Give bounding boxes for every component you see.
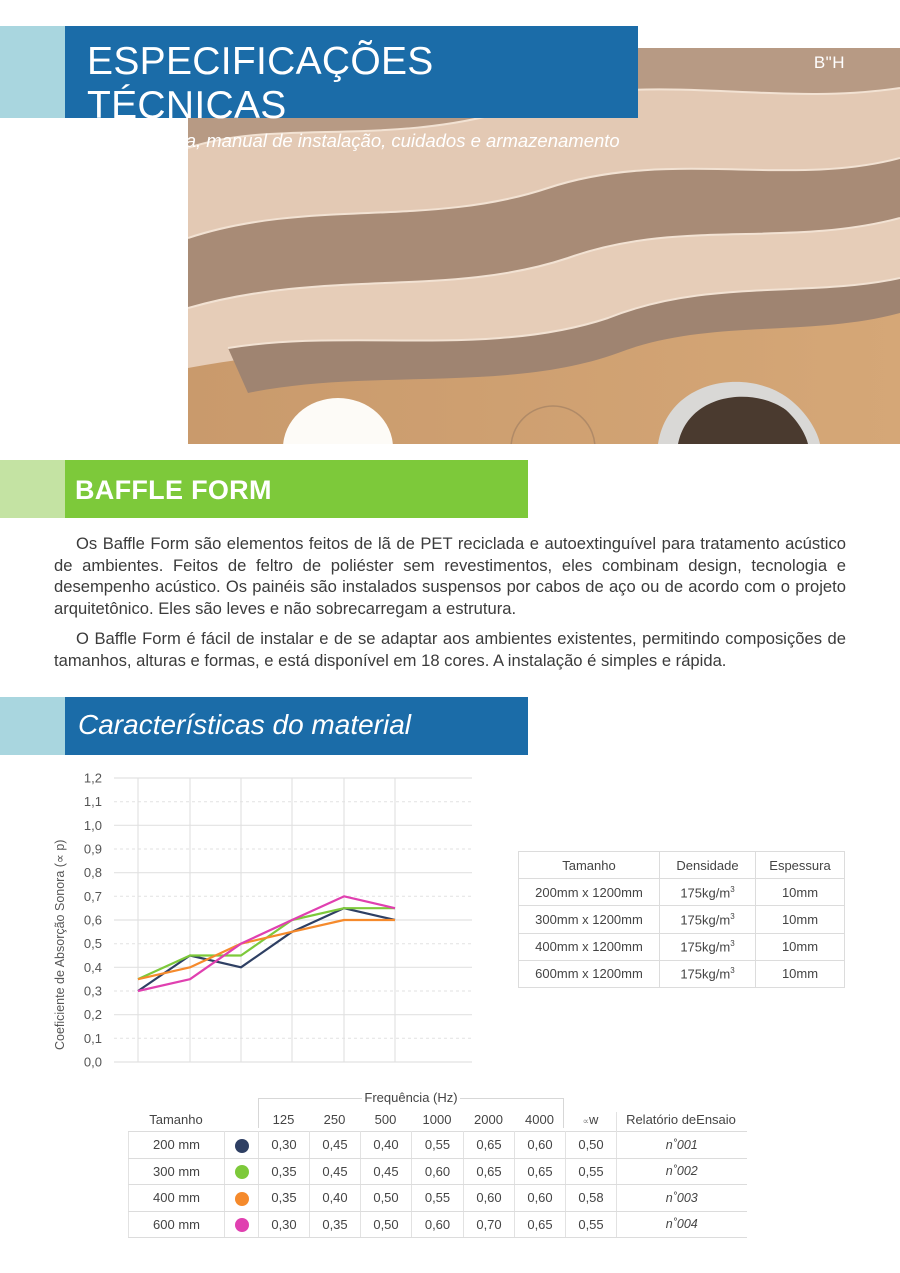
row-size: 400 mm (129, 1185, 225, 1212)
spec-table (518, 851, 845, 988)
absorption-data-table (128, 1131, 747, 1238)
absorption-value: 0,35 (259, 1158, 310, 1185)
y-tick-label: 0,7 (83, 888, 102, 904)
description-paragraph: Os Baffle Form são elementos feitos de lã de PET reciclada e autoextinguível para tratamento acústico de ambientes. Feitos de feltro de poliéster sem revestimentos, eles combinam design, tecnologia e desempenho acústico. Os painéis são instalados suspensos por cabos de aço ou de acordo com o projeto arquitetônico. Eles são leves e não sobrecarregam a estrutura. (54, 534, 846, 618)
row-color-key (225, 1158, 259, 1185)
alpha-w-header: ∝w (582, 1112, 599, 1127)
freq-125-header: 125 (272, 1112, 295, 1127)
y-tick-label: 0,6 (83, 912, 102, 928)
spec-header-density: Densidade (660, 852, 756, 879)
spec-density: $175kg/m^3$ (660, 960, 756, 987)
y-tick-label: 0,1 (83, 1030, 102, 1046)
spec-table-row (519, 960, 845, 987)
absorption-value: 0,65 (464, 1132, 515, 1159)
absorption-line-chart (40, 760, 480, 1080)
row-size: 200 mm (129, 1132, 225, 1159)
spec-header-thickness: Espessura (756, 852, 845, 879)
report-number: n˚003 (617, 1185, 747, 1212)
row-size: 600 mm (129, 1211, 225, 1238)
product-description (54, 533, 846, 680)
freq-250-header: 250 (323, 1112, 346, 1127)
spec-table-row (519, 906, 845, 933)
absorption-value: 0,65 (464, 1158, 515, 1185)
freq-4000-header: 4000 (525, 1112, 554, 1127)
absorption-value: 0,60 (464, 1185, 515, 1212)
size-column-header: Tamanho (149, 1112, 203, 1127)
absorption-value: 0,60 (412, 1211, 464, 1238)
product-accent-strip (0, 460, 65, 518)
spec-table-row (519, 933, 845, 960)
absorption-value: 0,30 (259, 1211, 310, 1238)
y-tick-label: 1,1 (83, 794, 102, 810)
material-accent-strip (0, 697, 65, 755)
data-table-row (129, 1158, 747, 1185)
y-tick-label: 0,0 (83, 1054, 102, 1070)
spec-size: 200mm x 1200mm (519, 879, 660, 906)
absorption-value: 0,60 (515, 1132, 566, 1159)
spec-table-row (519, 879, 845, 906)
absorption-value: 0,40 (310, 1185, 361, 1212)
spec-size: 600mm x 1200mm (519, 960, 660, 987)
row-color-key (225, 1211, 259, 1238)
y-tick-label: 1,0 (83, 817, 102, 833)
spec-thickness: 10mm (756, 879, 845, 906)
spec-thickness: 10mm (756, 906, 845, 933)
absorption-value: 0,30 (259, 1132, 310, 1159)
absorption-value: 0,65 (515, 1158, 566, 1185)
spec-size: 400mm x 1200mm (519, 933, 660, 960)
absorption-value: 0,70 (464, 1211, 515, 1238)
absorption-value: 0,45 (361, 1158, 412, 1185)
freq-1000-header: 1000 (422, 1112, 452, 1127)
y-tick-label: 0,9 (83, 841, 102, 857)
absorption-value: 0,60 (515, 1185, 566, 1212)
header-divider (616, 1112, 617, 1132)
y-tick-label: 0,2 (83, 1007, 102, 1023)
alpha-w-value: 0,55 (566, 1211, 617, 1238)
report-number: n˚004 (617, 1211, 747, 1238)
spec-density: $175kg/m^3$ (660, 906, 756, 933)
row-size: 300 mm (129, 1158, 225, 1185)
material-section-heading: Características do material (65, 697, 528, 755)
alpha-w-value: 0,50 (566, 1132, 617, 1159)
page-title: ESPECIFICAÇÕES TÉCNICAS (87, 40, 434, 127)
alpha-w-value: 0,55 (566, 1158, 617, 1185)
absorption-value: 0,40 (361, 1132, 412, 1159)
report-number: n˚002 (617, 1158, 747, 1185)
series-color-dot-icon (235, 1165, 249, 1179)
freq-500-header: 500 (374, 1112, 397, 1127)
absorption-value: 0,55 (412, 1132, 464, 1159)
report-number: n˚001 (617, 1132, 747, 1159)
page-subtitle: Ficha técnica, manual de instalação, cuidados e armazenamento (87, 130, 620, 151)
product-section-heading: BAFFLE FORM (65, 460, 528, 518)
absorption-value: 0,45 (310, 1158, 361, 1185)
absorption-value: 0,35 (310, 1211, 361, 1238)
row-color-key (225, 1185, 259, 1212)
freq-2000-header: 2000 (474, 1112, 503, 1127)
absorption-value: 0,45 (310, 1132, 361, 1159)
absorption-value: 0,55 (412, 1185, 464, 1212)
absorption-value: 0,35 (259, 1185, 310, 1212)
absorption-value: 0,65 (515, 1211, 566, 1238)
absorption-chart (40, 760, 480, 1080)
data-table-row (129, 1132, 747, 1159)
absorption-value: 0,60 (412, 1158, 464, 1185)
series-color-dot-icon (235, 1192, 249, 1206)
y-tick-label: 0,3 (83, 983, 102, 999)
spec-table-header-row (519, 852, 845, 879)
report-column-header: Relatório deEnsaio (626, 1112, 736, 1127)
description-paragraph: O Baffle Form é fácil de instalar e de se adaptar aos ambientes existentes, permitindo composições de tamanhos, alturas e formas, e está disponível em 18 cores. A instalação é simples e rápida. (54, 629, 846, 670)
absorption-value: 0,50 (361, 1185, 412, 1212)
title-banner (65, 26, 638, 151)
y-tick-label: 1,2 (83, 770, 102, 786)
data-table-row (129, 1211, 747, 1238)
spec-density: $175kg/m^3$ (660, 933, 756, 960)
series-color-dot-icon (235, 1218, 249, 1232)
chart-y-axis-label: Coeficiente de Absorção Sonora (∝ p) (53, 839, 67, 1050)
row-color-key (225, 1132, 259, 1159)
series-color-dot-icon (235, 1139, 249, 1153)
y-tick-label: 0,5 (83, 936, 102, 952)
spec-thickness: 10mm (756, 960, 845, 987)
y-tick-label: 0,4 (83, 959, 102, 975)
spec-density: $175kg/m^3$ (660, 879, 756, 906)
alpha-w-value: 0,58 (566, 1185, 617, 1212)
brand-logo-text: B"H (813, 53, 845, 72)
y-tick-label: 0,8 (83, 865, 102, 881)
frequency-header: Frequência (Hz) (364, 1090, 458, 1105)
title-accent-strip (0, 26, 65, 118)
spec-header-size: Tamanho (519, 852, 660, 879)
absorption-value: 0,50 (361, 1211, 412, 1238)
spec-size: 300mm x 1200mm (519, 906, 660, 933)
spec-thickness: 10mm (756, 933, 845, 960)
data-table-row (129, 1185, 747, 1212)
